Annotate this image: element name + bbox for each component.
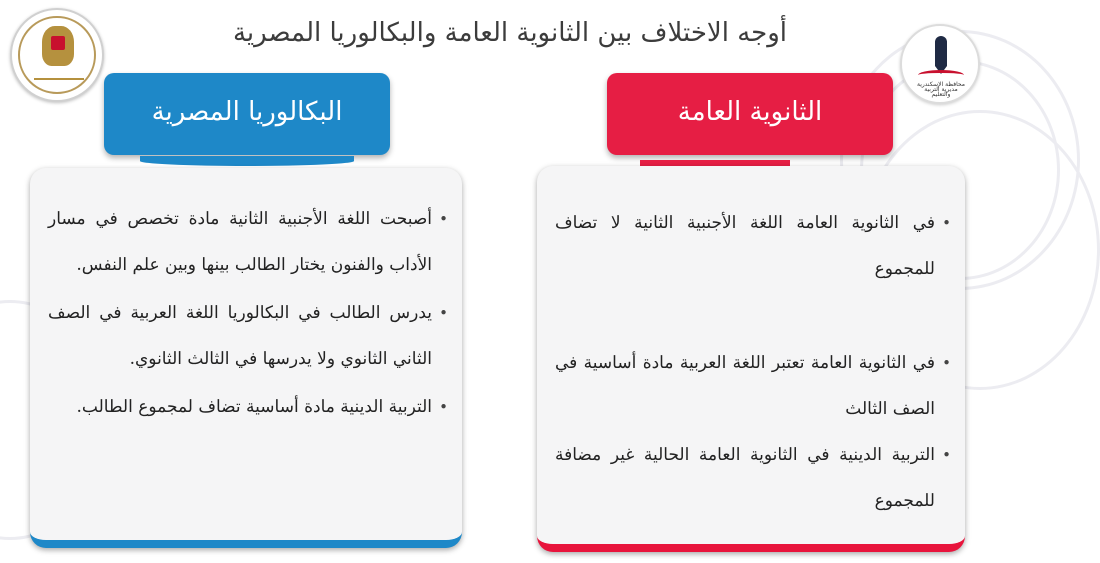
bullet-icon: • [439, 398, 448, 416]
list-item [555, 432, 951, 524]
list-item [555, 200, 951, 292]
slide-title: أوجه الاختلاف بين الثانوية العامة والبكالوريا المصرية [232, 18, 788, 48]
list-item-text: التربية الدينية في الثانوية العامة الحالية غير مضافة للمجموع [555, 445, 935, 511]
ministry-logo [10, 8, 104, 102]
thanaweya-header: الثانوية العامة [607, 73, 893, 155]
list-item-text: في الثانوية العامة تعتبر اللغة العربية مادة أساسية في الصف الثالث [555, 353, 935, 419]
list-item-text: يدرس الطالب في البكالوريا اللغة العربية في الصف الثاني الثانوي ولا يدرسها في الثالث الثانوي. [48, 303, 432, 369]
bullet-icon: • [942, 214, 951, 232]
pen-icon [935, 36, 947, 66]
directorate-logo [900, 24, 980, 104]
book-icon [918, 70, 964, 80]
thanaweya-list [555, 200, 951, 524]
eagle-emblem-icon [42, 26, 74, 66]
list-item [555, 340, 951, 432]
baccalaureate-list [48, 196, 448, 432]
list-item-text: أصبحت اللغة الأجنبية الثانية مادة تخصص في مسار الأداب والفنون يختار الطالب بينها وبين علم النفس. [48, 209, 432, 275]
logo-script [34, 70, 84, 80]
baccalaureate-header: البكالوريا المصرية [104, 73, 390, 155]
bullet-icon: • [942, 446, 951, 464]
bullet-icon: • [942, 354, 951, 372]
thanaweya-panel [537, 166, 965, 552]
list-item [48, 290, 448, 382]
logo-caption: محافظة الإسكندرية مديرية التربية والتعليم [916, 81, 965, 98]
bullet-icon: • [439, 210, 448, 228]
bullet-icon: • [439, 304, 448, 322]
list-item [48, 384, 448, 430]
list-item-text: التربية الدينية مادة أساسية تضاف لمجموع الطالب. [76, 397, 432, 417]
baccalaureate-panel [30, 168, 462, 548]
list-item-text: في الثانوية العامة اللغة الأجنبية الثانية لا تضاف للمجموع [555, 213, 935, 279]
list-item [48, 196, 448, 288]
baccalaureate-header-tab [140, 156, 354, 166]
